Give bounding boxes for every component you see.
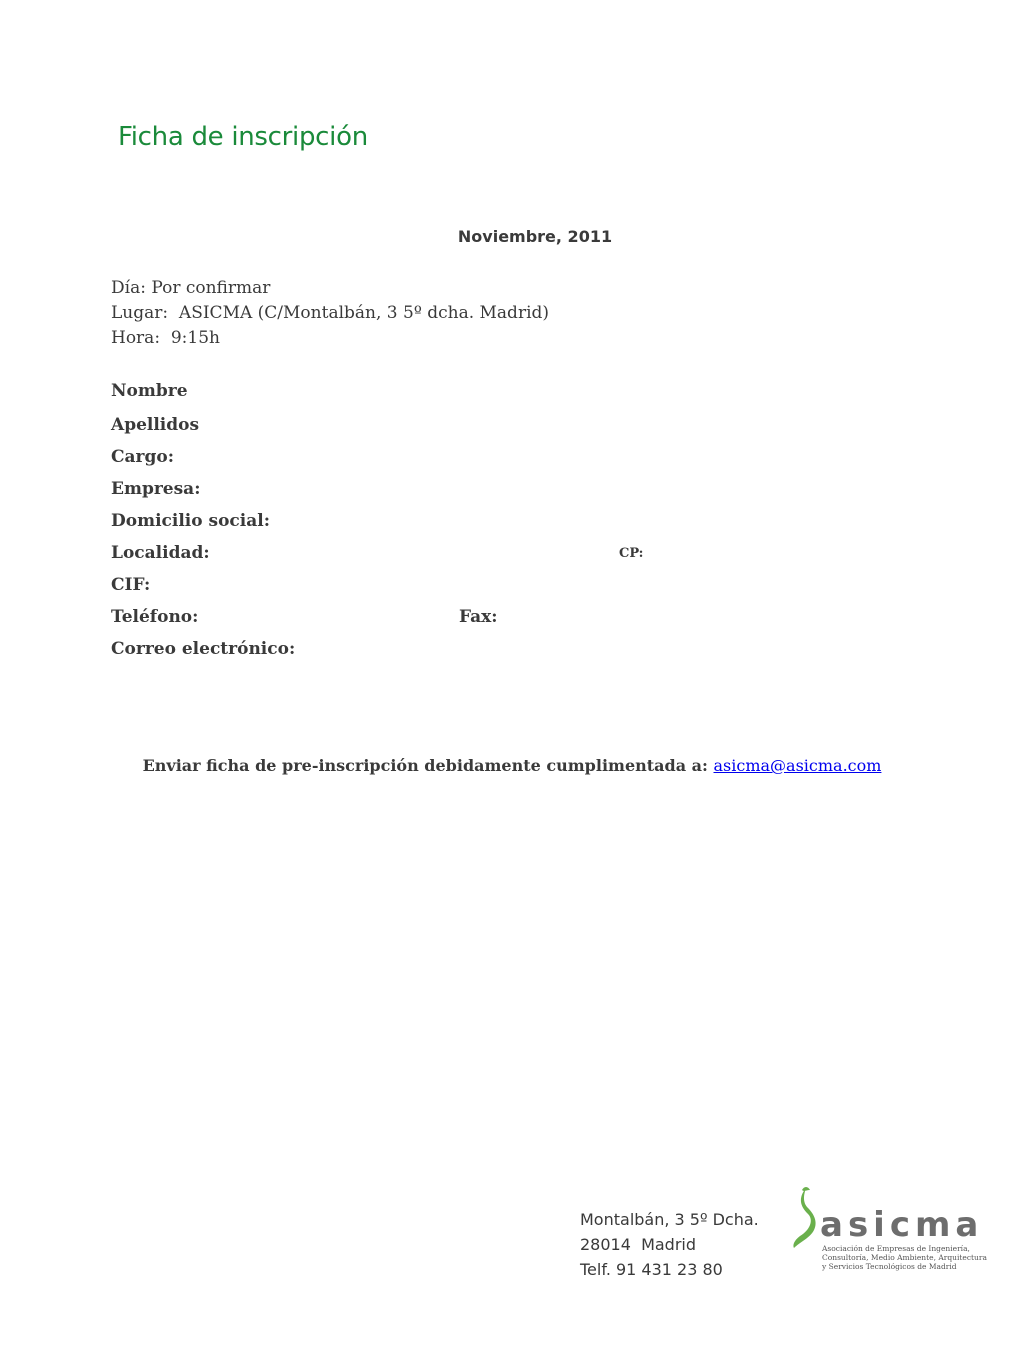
logo-tagline-line1: Asociación de Empresas de Ingeniería, [822,1244,970,1253]
footer-address-line2: 28014 Madrid [580,1235,697,1254]
svg-text:asicma: asicma [820,1205,984,1245]
email-link[interactable]: asicma@asicma.com [713,756,882,775]
field-label-fax: Fax: [459,607,498,627]
page-title: Ficha de inscripción [118,122,368,152]
field-label-cif: CIF: [111,575,151,595]
field-label-telefono: Teléfono: [111,607,199,627]
field-label-localidad: Localidad: [111,543,210,563]
footer-address [580,1207,759,1282]
event-place: Lugar: ASICMA (C/Montalbán, 3 5º dcha. Madrid) [111,303,550,323]
submit-text: Enviar ficha de pre-inscripción debidamente cumplimentada a: [142,756,714,775]
event-info [111,276,549,351]
field-label-domicilio: Domicilio social: [111,511,270,531]
footer-phone: Telf. 91 431 23 80 [580,1260,723,1279]
field-label-cargo: Cargo: [111,447,175,467]
field-label-cp: CP: [619,546,644,561]
field-label-apellidos: Apellidos [111,415,200,435]
logo-tagline [822,1244,992,1271]
footer-address-line1: Montalbán, 3 5º Dcha. [580,1210,759,1229]
field-label-correo: Correo electrónico: [111,639,296,659]
event-time: Hora: 9:15h [111,328,220,348]
field-label-empresa: Empresa: [111,479,201,499]
event-date: Noviembre, 2011 [457,227,613,246]
submit-instructions [0,756,1024,775]
field-label-nombre: Nombre [111,381,188,401]
logo-tagline-line3: y Servicios Tecnológicos de Madrid [822,1262,957,1271]
logo-tagline-line2: Consultoría, Medio Ambiente, Arquitectura [822,1253,987,1262]
event-day: Día: Por confirmar [111,278,271,298]
